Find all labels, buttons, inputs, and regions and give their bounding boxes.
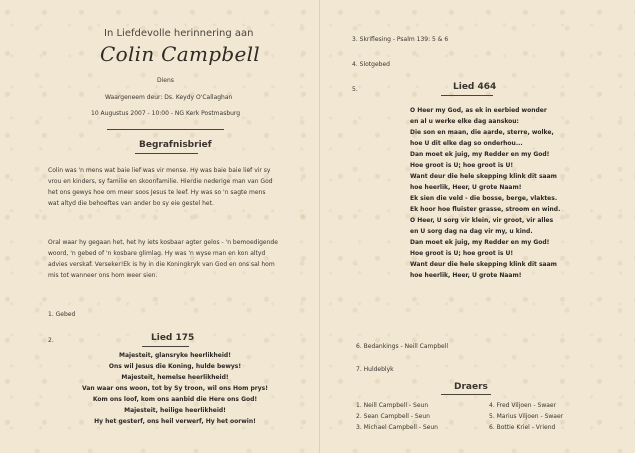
eulogy-line: Oral waar hy gegaan het, het hy iets kosbaar agter gelos - 'n bemoedigende bbox=[48, 239, 278, 246]
lyric-line: Hy het gesterf, ons heil verwerf, Hy het oorwin! bbox=[94, 418, 256, 425]
fold-crease bbox=[319, 0, 320, 453]
pallbearer: 3. Michael Campbell - Seun bbox=[356, 424, 438, 431]
program-item-1: 1. Gebed bbox=[48, 311, 76, 318]
lyric-line: O Heer, U sorg vir klein, vir groot, vir alles bbox=[410, 217, 554, 224]
lyric-line: Majesteit, heilige heerlikheid! bbox=[124, 407, 226, 414]
lyric-line: Majesteit, hemelse heerlikheid! bbox=[121, 374, 229, 381]
lyric-line: en al u werke elke dag aanskou: bbox=[410, 118, 519, 125]
program-item-5-number: 5. bbox=[352, 86, 358, 93]
program-item-7: 7. Huldeblyk bbox=[356, 366, 394, 373]
program-item-2-number: 2. bbox=[48, 337, 54, 344]
officiant-line: Waargeneem deur: Ds. Keydy O'Callaghan bbox=[105, 94, 233, 101]
lied464-lyrics bbox=[380, 105, 560, 281]
eulogy-paragraph-1 bbox=[48, 165, 273, 209]
pallbearer: 1. Neill Campbell - Seun bbox=[356, 402, 429, 409]
lyric-line: Ek hoor hoe fluister grasse, stroom en wind. bbox=[410, 206, 561, 213]
pallbearer: 4. Fred Viljoen - Swaer bbox=[489, 402, 557, 409]
header-dedication: In Liefdevolle herinnering aan bbox=[104, 28, 254, 39]
header-divider bbox=[107, 129, 224, 130]
eulogy-line: Colin was 'n mens wat baie lief was vir mense. Hy was baie baie lief vir sy bbox=[48, 167, 271, 174]
lyric-line: Ons wil Jesus die Koning, hulde bewys! bbox=[108, 363, 242, 370]
lyric-line: Want deur die hele skepping klink dit saam bbox=[410, 261, 557, 268]
lyric-line: Ek sien die veld - die bosse, berge, vlaktes. bbox=[410, 195, 558, 202]
lyric-line: Die son en maan, die aarde, sterre, wolke, bbox=[410, 129, 554, 136]
lyric-line: hoe U dit elke dag so onderhou... bbox=[410, 140, 523, 147]
lyric-line: hoe heerlik, Heer, U grote Naam! bbox=[410, 184, 522, 191]
eulogy-line: advies verskaf. Verseker!Ek is hy in die Koningkryk van God en ons sal hom bbox=[48, 261, 275, 268]
eulogy-line: mis tot wanneer ons hom weer sien. bbox=[48, 272, 158, 279]
lyric-line: Majesteit, glansryke heerlikheid! bbox=[119, 352, 231, 359]
pallbearers-right bbox=[489, 400, 563, 433]
eulogy-line: wat altyd die behoeftes van ander bo sy eie gestel het. bbox=[48, 200, 214, 207]
lyric-line: Kom ons loof, kom ons aanbid die Here ons God! bbox=[92, 396, 258, 403]
lyric-line: Van waar ons woon, tot by Sy troon, wil ons Hom prys! bbox=[82, 385, 268, 392]
service-label: Diens bbox=[157, 77, 174, 84]
lyric-line: Dan moet ek juig, my Redder en my God! bbox=[410, 239, 550, 246]
eulogy-paragraph-2 bbox=[48, 237, 278, 281]
lyric-line: en U sorg dag na dag vir my, u kind. bbox=[410, 228, 533, 235]
draers-title: Draers bbox=[454, 382, 488, 392]
begrafnisbrief-title: Begrafnisbrief bbox=[139, 140, 212, 150]
lyric-line: Dan moet ek juig, my Redder en my God! bbox=[410, 151, 550, 158]
program-item-3: 3. Skriflesing - Psalm 139: 5 & 6 bbox=[352, 36, 449, 43]
pallbearers-left bbox=[356, 400, 438, 433]
pallbearer: 5. Marius Viljoen - Swaer bbox=[489, 413, 564, 420]
date-place-line: 10 Augustus 2007 - 10:00 - NG Kerk Postmasburg bbox=[91, 110, 241, 117]
eulogy-line: het ons gewys hoe om meer soos Jesus te leef. Hy was so 'n sagte mens bbox=[48, 189, 266, 196]
lied464-title: Lied 464 bbox=[453, 82, 497, 92]
pallbearer: 2. Sean Campbell - Seun bbox=[356, 413, 430, 420]
draers-underline bbox=[441, 394, 491, 395]
begrafnisbrief-underline bbox=[135, 153, 198, 154]
lied464-underline bbox=[441, 95, 493, 96]
lyric-line: Hoe groot is U; hoe groot is U! bbox=[410, 162, 514, 169]
eulogy-line: woord, 'n gebed of 'n kosbare glimlag. Hy was 'n wyse man en kon altyd bbox=[48, 250, 266, 257]
program-item-6: 6. Bedankings - Neill Campbell bbox=[356, 343, 449, 350]
pallbearer: 6. Bottie Kriel - Vriend bbox=[489, 424, 556, 431]
program-item-4: 4. Slotgebed bbox=[352, 61, 390, 68]
deceased-name: Colin Campbell bbox=[100, 42, 261, 66]
eulogy-line: vrou en kinders, sy familie en skoonfamilie. Hierdie nederige man van God bbox=[48, 178, 273, 185]
lyric-line: Want deur die hele skepping klink dit saam bbox=[410, 173, 557, 180]
lyric-line: O Heer my God, as ek in eerbied wonder bbox=[410, 107, 547, 114]
lied175-title: Lied 175 bbox=[151, 333, 195, 343]
lyric-line: Hoe groot is U; hoe groot is U! bbox=[410, 250, 514, 257]
lied175-underline bbox=[142, 346, 189, 347]
lied175-lyrics bbox=[60, 350, 290, 427]
lyric-line: hoe heerlik, Heer, U grote Naam! bbox=[410, 272, 522, 279]
